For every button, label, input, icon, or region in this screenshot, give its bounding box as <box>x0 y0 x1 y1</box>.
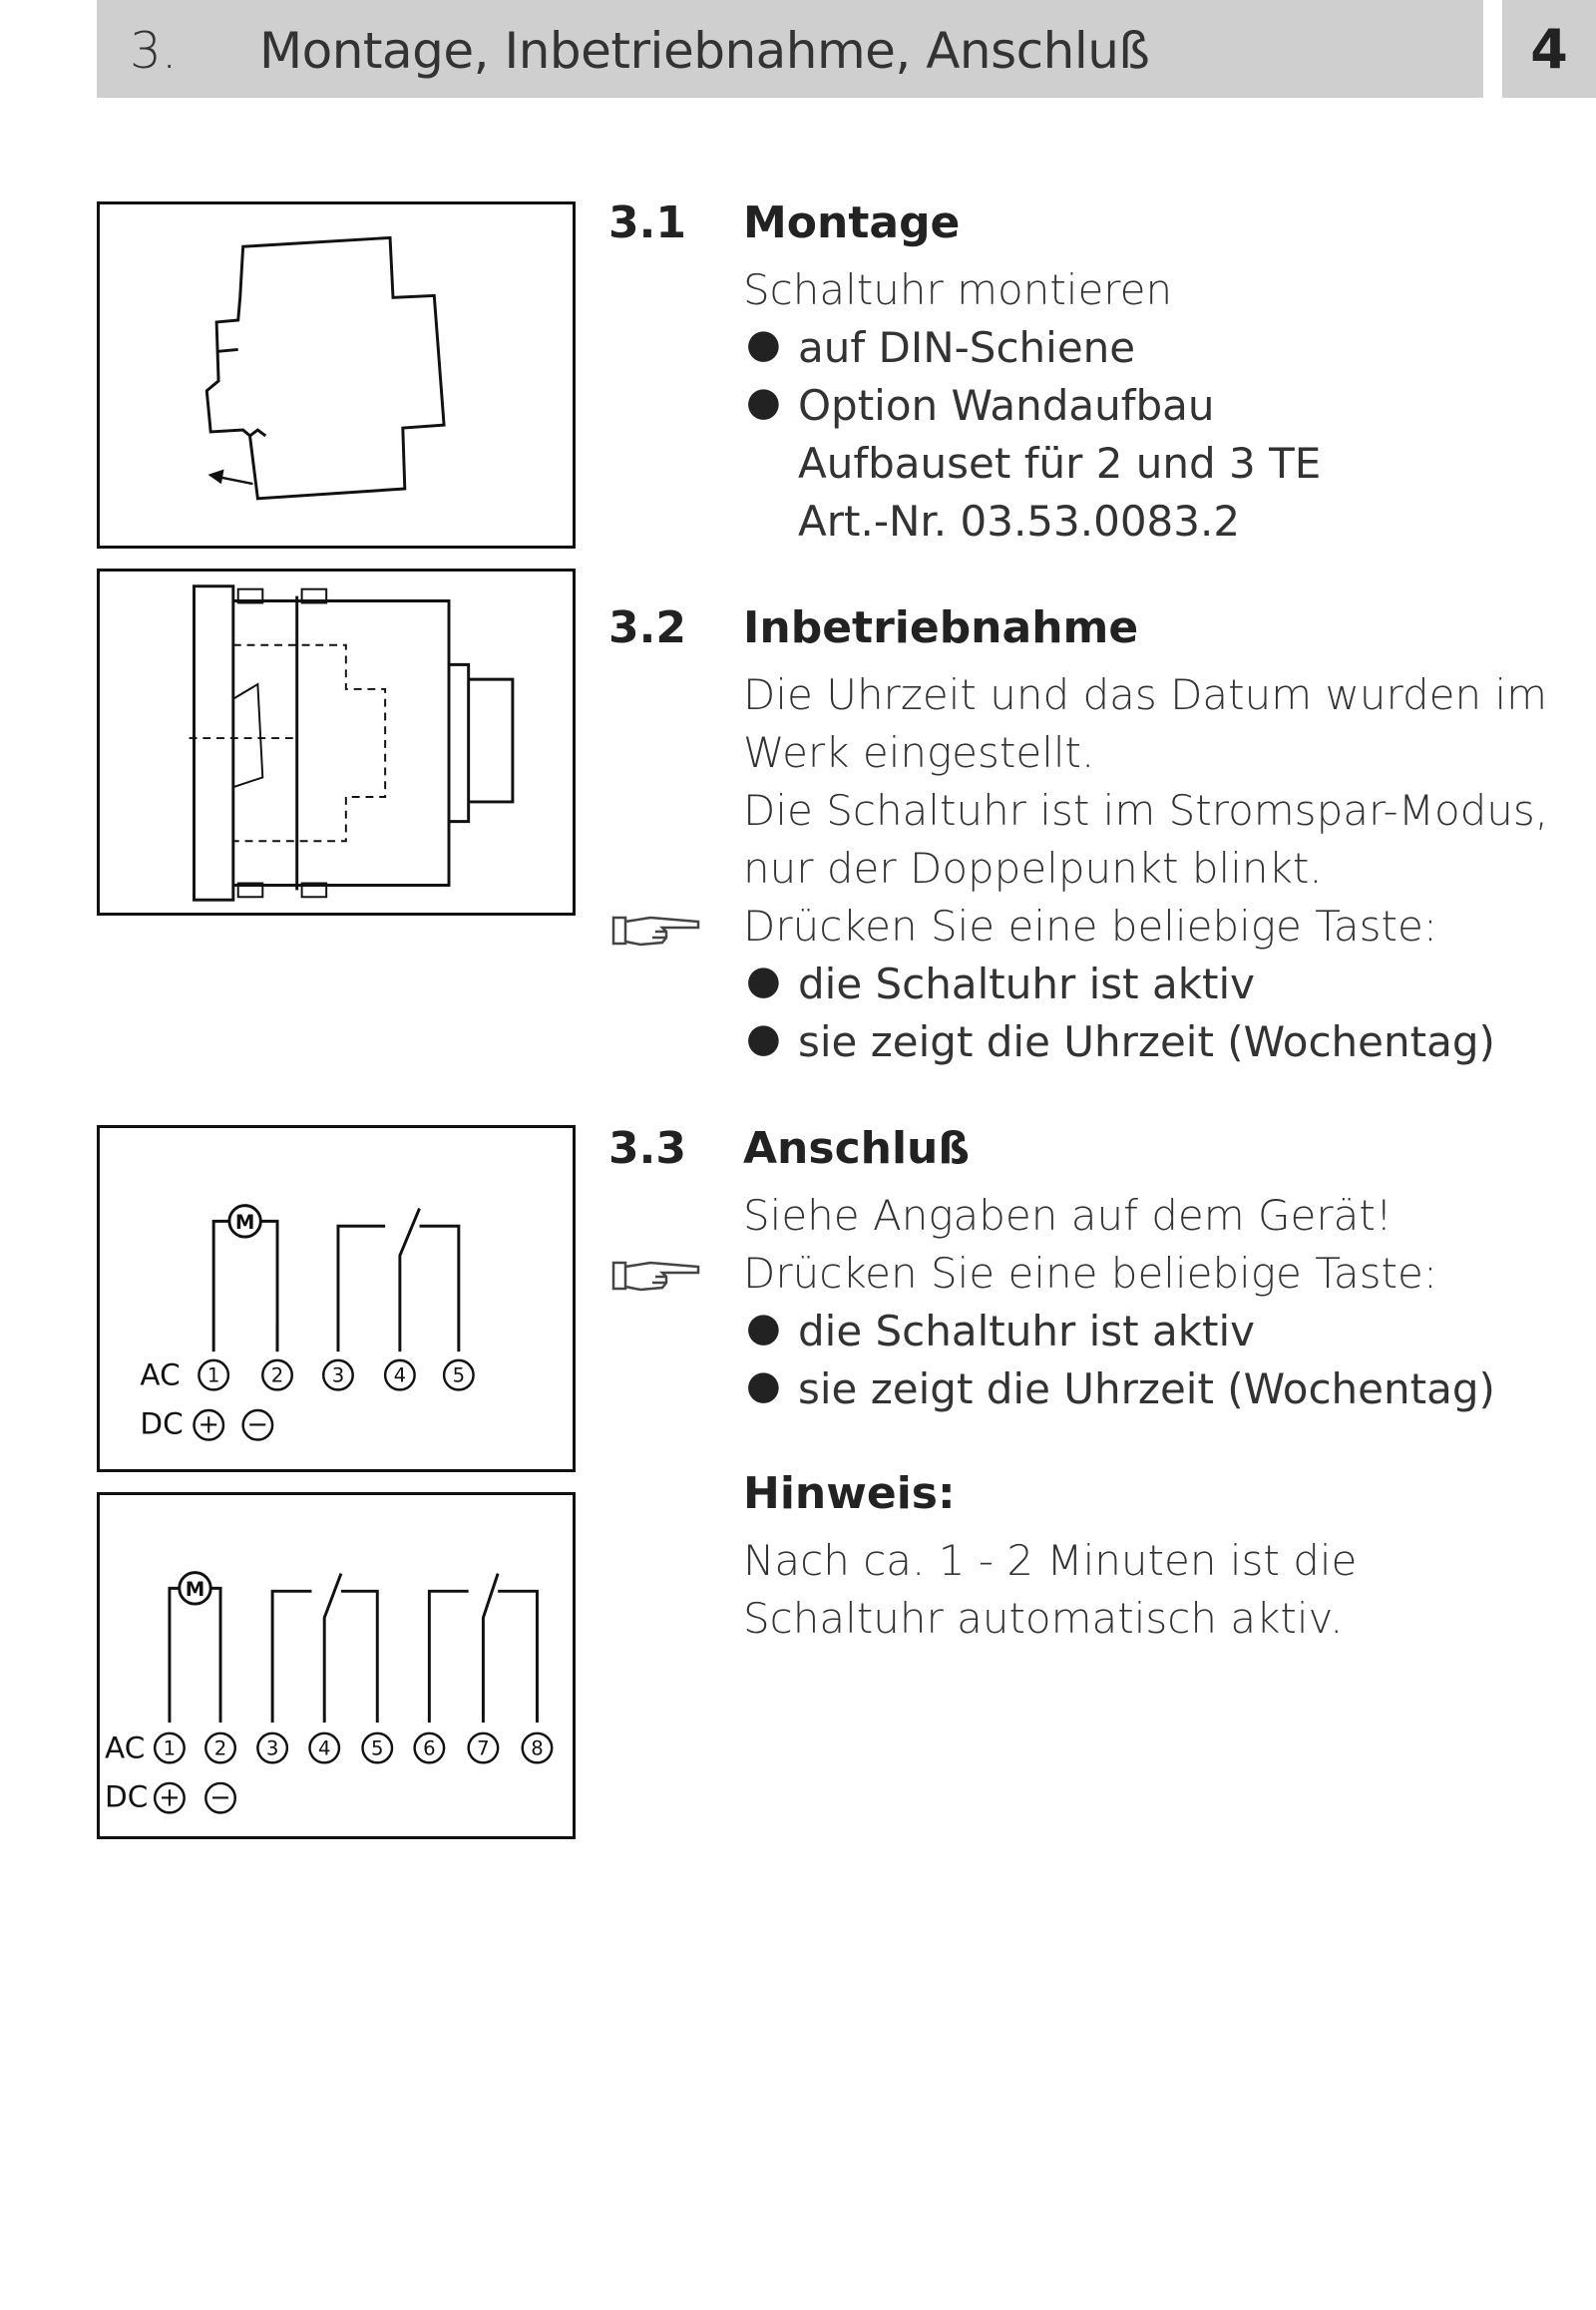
terminal-5: 5 <box>371 1736 384 1760</box>
section-number: 3.1 <box>608 197 686 248</box>
note-text-line: Nach ca. 1 - 2 Minuten ist die <box>743 1536 1358 1585</box>
side-view-drawing <box>100 572 573 913</box>
bullet-dot: ● <box>746 379 781 425</box>
chapter-number: 3. <box>130 22 178 80</box>
terminal-1: 1 <box>163 1736 177 1760</box>
din-rail-drawing <box>100 204 573 546</box>
dc-minus-terminal: − <box>209 1782 231 1813</box>
bullet-text: sie zeigt die Uhrzeit (Wochentag) <box>798 1364 1495 1413</box>
section-number: 3.2 <box>608 602 686 653</box>
terminal-1: 1 <box>206 1363 220 1387</box>
terminal-5: 5 <box>452 1363 466 1387</box>
bullet-continuation: Aufbauset für 2 und 3 TE <box>798 439 1322 488</box>
bullet-continuation: Art.-Nr. 03.53.0083.2 <box>798 497 1241 546</box>
bullet-text: die Schaltuhr ist aktiv <box>798 960 1256 1008</box>
chapter-title: Montage, Inbetriebnahme, Anschluß <box>259 22 1150 80</box>
terminal-4: 4 <box>393 1363 407 1387</box>
motor-symbol-label: M <box>185 1578 205 1602</box>
section-title: Inbetriebnahme <box>743 602 1139 653</box>
pointing-hand-icon <box>610 1255 705 1295</box>
note-text-line: Schaltuhr automatisch aktiv. <box>743 1594 1344 1643</box>
pointing-hand-icon <box>610 910 705 950</box>
section-text-line: Drücken Sie eine beliebige Taste: <box>743 902 1437 951</box>
dc-label: DC <box>105 1779 149 1814</box>
ac-label: AC <box>140 1357 181 1392</box>
dc-label: DC <box>140 1406 184 1441</box>
section-number: 3.3 <box>608 1123 686 1174</box>
figure-din-rail-mounting <box>97 201 576 549</box>
terminal-2: 2 <box>213 1736 227 1760</box>
dc-plus-terminal: + <box>198 1409 219 1440</box>
section-text-line: Schaltuhr montieren <box>743 265 1173 314</box>
bullet-text: Option Wandaufbau <box>798 381 1215 430</box>
figure-wiring-8-terminals <box>97 1492 576 1839</box>
terminal-8: 8 <box>531 1736 544 1760</box>
wiring-8-drawing <box>100 1495 573 1836</box>
bullet-text: die Schaltuhr ist aktiv <box>798 1307 1256 1355</box>
bullet-text: auf DIN-Schiene <box>798 323 1136 372</box>
terminal-2: 2 <box>270 1363 284 1387</box>
motor-symbol-label: M <box>234 1211 255 1235</box>
bullet-dot: ● <box>746 1305 781 1350</box>
section-title: Anschluß <box>743 1123 971 1174</box>
section-text-line: nur der Doppelpunkt blinkt. <box>743 844 1323 893</box>
section-text-line: Die Schaltuhr ist im Stromspar-Modus, <box>743 786 1549 835</box>
page-tab <box>1502 0 1596 98</box>
figure-wiring-5-terminals <box>97 1125 576 1472</box>
section-text-line: Drücken Sie eine beliebige Taste: <box>743 1249 1437 1298</box>
section-text-line: Werk eingestellt. <box>743 728 1095 777</box>
wiring-5-drawing <box>100 1128 573 1469</box>
dc-minus-terminal: − <box>246 1409 269 1440</box>
bullet-dot: ● <box>746 1362 781 1408</box>
ac-label: AC <box>105 1731 146 1765</box>
terminal-3: 3 <box>331 1363 345 1387</box>
dc-plus-terminal: + <box>159 1782 181 1813</box>
bullet-dot: ● <box>746 321 781 367</box>
section-text-line: Siehe Angaben auf dem Gerät! <box>743 1191 1393 1240</box>
terminal-6: 6 <box>423 1736 436 1760</box>
section-text-line: Die Uhrzeit und das Datum wurden im <box>743 670 1548 719</box>
terminal-7: 7 <box>477 1736 490 1760</box>
section-title: Montage <box>743 197 961 248</box>
bullet-dot: ● <box>746 958 781 1003</box>
bullet-text: sie zeigt die Uhrzeit (Wochentag) <box>798 1017 1495 1066</box>
figure-side-view <box>97 569 576 916</box>
page-number: 4 <box>1530 18 1568 81</box>
note-title: Hinweis: <box>743 1468 956 1519</box>
terminal-4: 4 <box>317 1736 331 1760</box>
bullet-dot: ● <box>746 1015 781 1061</box>
terminal-3: 3 <box>265 1736 279 1760</box>
